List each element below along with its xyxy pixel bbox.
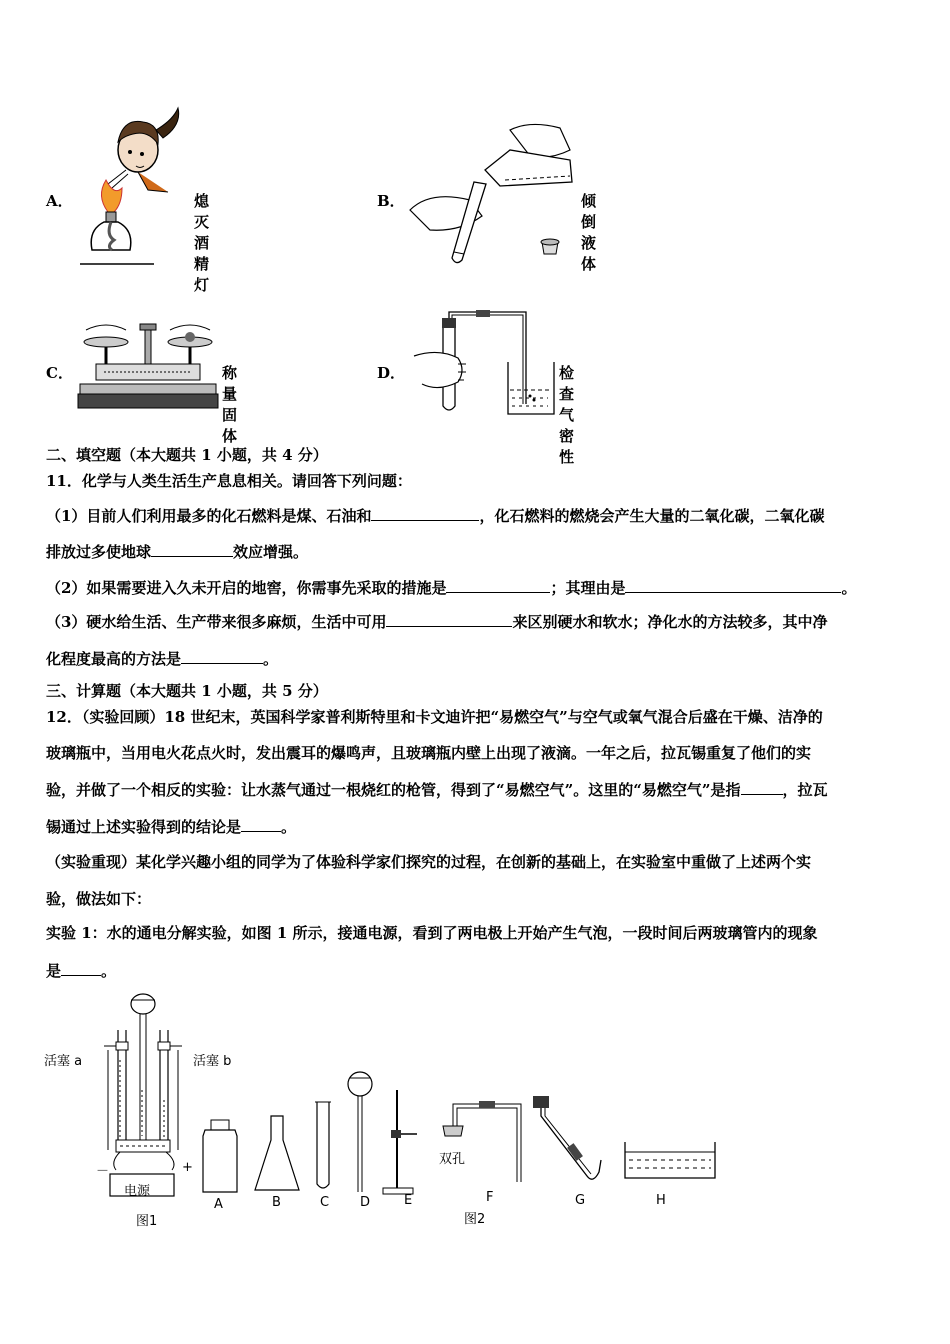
question-stem: 11．化学与人类生活生产息息相关。请回答下列问题： bbox=[46, 472, 412, 490]
q11-part3-line2 bbox=[46, 648, 278, 669]
option-letter: A． bbox=[46, 192, 73, 210]
apparatus-set bbox=[195, 1060, 725, 1200]
answer-blank[interactable] bbox=[151, 542, 233, 557]
q12-line1: 12．（实验回顾）18 世纪末，英国科学家普利斯特里和卡文迪许把“易燃空气”与空气或氧气混合后盛在干燥、洁净的 bbox=[46, 708, 823, 726]
pouring-liquid-illustration bbox=[410, 120, 580, 270]
valve-b-label: 活塞 b bbox=[193, 1054, 232, 1069]
text: 。 bbox=[263, 650, 279, 668]
text: 效应增强。 bbox=[233, 543, 309, 561]
answer-blank[interactable] bbox=[61, 961, 101, 976]
section-heading: 二、填空题（本大题共 1 小题，共 4 分） bbox=[46, 446, 328, 464]
q11-part1-line1 bbox=[46, 505, 824, 526]
valve-a-label: 活塞 a bbox=[44, 1054, 83, 1069]
answer-blank[interactable] bbox=[625, 578, 841, 593]
option-letter: C． bbox=[46, 364, 73, 382]
text: 锡通过上述实验得到的结论是 bbox=[46, 818, 242, 836]
text: 验，并做了一个相反的实验：让水蒸气通过一根烧红的枪管，得到了“易燃空气”。这里的“易燃空气”是指 bbox=[46, 781, 741, 799]
airtightness-illustration bbox=[408, 310, 558, 420]
option-letter: B． bbox=[377, 192, 405, 210]
option-letter: D． bbox=[377, 364, 406, 382]
apparatus-label-h: H bbox=[656, 1193, 666, 1208]
section-heading: 三、计算题（本大题共 1 小题，共 5 分） bbox=[46, 682, 328, 700]
apparatus-label-b: B bbox=[272, 1195, 281, 1210]
option-caption: 称量固体 bbox=[222, 364, 238, 445]
apparatus-label-e: E bbox=[404, 1193, 413, 1208]
text: （1）目前人们利用最多的化石燃料是煤、石油和 bbox=[46, 507, 372, 525]
text: （3）硬水给生活、生产带来很多麻烦，生活中可用 bbox=[46, 613, 387, 631]
q12-line5: （实验重现）某化学兴趣小组的同学为了体验科学家们探究的过程，在创新的基础上，在实验室中重做了上述两个实 bbox=[46, 853, 812, 871]
plus-terminal: + bbox=[182, 1160, 193, 1175]
q12-line2: 玻璃瓶中，当用电火花点火时，发出震耳的爆鸣声，且玻璃瓶内壁上出现了液滴。一年之后，拉瓦锡重复了他们的实 bbox=[46, 744, 812, 762]
text: 。 bbox=[841, 579, 857, 597]
figure-1-caption: 图1 bbox=[136, 1214, 158, 1229]
text: 是 bbox=[46, 962, 62, 980]
text: 排放过多使地球 bbox=[46, 543, 152, 561]
option-caption: 检查气密性 bbox=[559, 364, 575, 466]
text: 。 bbox=[281, 818, 297, 836]
q12-line7: 实验 1：水的通电分解实验，如图 1 所示，接通电源，看到了两电极上开始产生气泡，一段时间后两玻璃管内的现象 bbox=[46, 924, 818, 942]
minus-terminal: － bbox=[96, 1164, 110, 1179]
answer-blank[interactable] bbox=[241, 817, 281, 832]
q11-part3-line1 bbox=[46, 611, 827, 632]
figure-2-caption: 图2 bbox=[464, 1212, 486, 1227]
q12-line3 bbox=[46, 779, 828, 800]
balance-illustration bbox=[78, 320, 218, 415]
answer-blank[interactable] bbox=[446, 578, 550, 593]
alcohol-lamp-illustration bbox=[78, 100, 198, 270]
q11-part2 bbox=[46, 577, 856, 598]
text: 化程度最高的方法是 bbox=[46, 650, 182, 668]
option-caption: 熄灭酒精灯 bbox=[194, 192, 210, 294]
q11-part1-line2 bbox=[46, 541, 308, 562]
q12-line6: 验，做法如下： bbox=[46, 890, 152, 908]
power-label: 电源 bbox=[124, 1184, 151, 1199]
q12-line4 bbox=[46, 816, 296, 837]
text: ，化石燃料的燃烧会产生大量的二氧化碳，二氧化碳 bbox=[479, 507, 825, 525]
text: 。 bbox=[101, 962, 117, 980]
text: ；其理由是 bbox=[550, 579, 626, 597]
option-caption: 倾倒液体 bbox=[581, 192, 597, 273]
apparatus-label-c: C bbox=[320, 1195, 330, 1210]
text: （2）如果需要进入久未开启的地窖，你需事先采取的措施是 bbox=[46, 579, 447, 597]
answer-blank[interactable] bbox=[386, 612, 512, 627]
double-hole-label: 双孔 bbox=[439, 1152, 466, 1167]
answer-blank[interactable] bbox=[371, 506, 479, 521]
answer-blank[interactable] bbox=[741, 780, 783, 795]
apparatus-label-a: A bbox=[214, 1197, 223, 1212]
answer-blank[interactable] bbox=[181, 649, 263, 664]
text: 来区别硬水和软水；净化水的方法较多，其中净 bbox=[512, 613, 828, 631]
apparatus-label-f: F bbox=[486, 1190, 494, 1205]
apparatus-label-d: D bbox=[360, 1195, 371, 1210]
text: ，拉瓦 bbox=[782, 781, 828, 799]
q12-line8 bbox=[46, 960, 116, 981]
apparatus-label-g: G bbox=[575, 1193, 586, 1208]
